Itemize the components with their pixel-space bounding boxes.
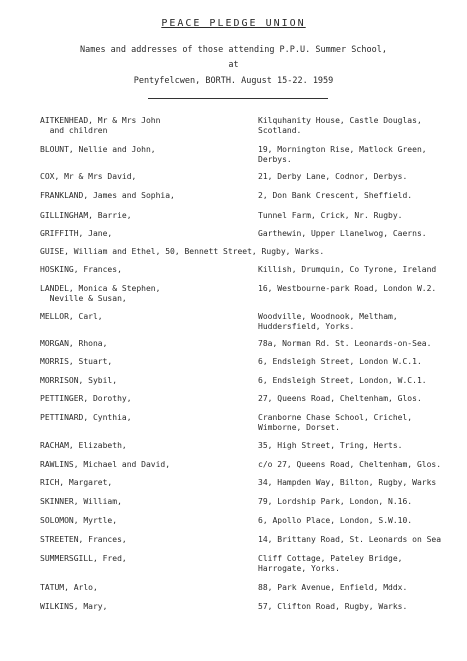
attendee-name: SOLOMON, Myrtle, <box>40 516 118 525</box>
attendee-name: GRIFFITH, Jane, <box>40 229 113 238</box>
attendee-address: 57, Clifton Road, Rugby, Warks. <box>258 602 408 611</box>
attendee-address: 14, Brittany Road, St. Leonards on Sea <box>258 535 442 544</box>
attendee-name: MELLOR, Carl, <box>40 312 103 321</box>
attendee-address: Cliff Cottage, Pateley Bridge, Harrogate, Yorks. <box>258 554 403 573</box>
attendee-name: GILLINGHAM, Barrie, <box>40 211 132 220</box>
attendee-address: Garthewin, Upper Llanelwog, Caerns. <box>258 229 427 238</box>
attendee-name: AITKENHEAD, Mr & Mrs John and children <box>40 116 161 135</box>
attendee-address: 21, Derby Lane, Codnor, Derbys. <box>258 172 408 181</box>
attendee-name: MORRISON, Sybil, <box>40 376 118 385</box>
attendee-name: COX, Mr & Mrs David, <box>40 172 137 181</box>
attendee-address: 6, Apollo Place, London, S.W.10. <box>258 516 413 525</box>
attendee-name: HOSKING, Frances, <box>40 265 122 274</box>
attendee-address: 6, Endsleigh Street, London, W.C.1. <box>258 376 427 385</box>
document-subtitle: Names and addresses of those attending P.P.U. Summer School, <box>79 45 388 55</box>
attendee-address: 19, Mornington Rise, Matlock Green, Derbys. <box>258 145 427 164</box>
attendee-name: WILKINS, Mary, <box>40 602 108 611</box>
attendee-address: c/o 27, Queens Road, Cheltenham, Glos. <box>258 460 442 469</box>
attendee-address: Kilquhanity House, Castle Douglas, Scotland. <box>258 116 422 135</box>
attendee-name: BLOUNT, Nellie and John, <box>40 145 156 154</box>
location-date-line: Pentyfelcwen, BORTH. August 15-22. 1959 <box>133 76 334 86</box>
attendee-name: RACHAM, Elizabeth, <box>40 441 127 450</box>
attendee-name: RAWLINS, Michael and David, <box>40 460 171 469</box>
divider-rule <box>148 98 328 99</box>
attendee-name: PETTINGER, Dorothy, <box>40 394 132 403</box>
attendee-name: TATUM, Arlo, <box>40 583 98 592</box>
document-title: PEACE PLEDGE UNION <box>161 18 306 29</box>
attendee-name: STREETEN, Frances, <box>40 535 127 544</box>
attendee-address: Killish, Drumquin, Co Tyrone, Ireland <box>258 265 437 274</box>
attendee-name: MORGAN, Rhona, <box>40 339 108 348</box>
attendee-address: Tunnel Farm, Crick, Nr. Rugby. <box>258 211 403 220</box>
attendee-name: RICH, Margaret, <box>40 478 113 487</box>
attendee-name: GUISE, William and Ethel, 50, Bennett Street, Rugby, Warks. <box>40 247 325 256</box>
attendee-name: PETTINARD, Cynthia, <box>40 413 132 422</box>
attendee-name: LANDEL, Monica & Stephen, Neville & Susan, <box>40 284 161 303</box>
attendee-address: 34, Hampden Way, Bilton, Rugby, Warks <box>258 478 437 487</box>
attendee-address: 79, Lordship Park, London, N.16. <box>258 497 413 506</box>
attendee-name: SUMMERSGILL, Fred, <box>40 554 127 563</box>
attendee-address: Woodville, Woodnook, Meltham, Huddersfield, Yorks. <box>258 312 398 331</box>
attendee-address: 16, Westbourne-park Road, London W.2. <box>258 284 437 293</box>
attendee-name: FRANKLAND, James and Sophia, <box>40 191 175 200</box>
attendee-address: 35, High Street, Tring, Herts. <box>258 441 403 450</box>
attendee-address: 6, Endsleigh Street, London W.C.1. <box>258 357 422 366</box>
attendee-address: 27, Queens Road, Cheltenham, Glos. <box>258 394 422 403</box>
attendee-address: 88, Park Avenue, Enfield, Mddx. <box>258 583 408 592</box>
attendee-name: MORRIS, Stuart, <box>40 357 113 366</box>
attendee-address: 2, Don Bank Crescent, Sheffield. <box>258 191 413 200</box>
attendee-address: Cranborne Chase School, Crichel, Wimborne, Dorset. <box>258 413 413 432</box>
attendee-address: 78a, Norman Rd. St. Leonards-on-Sea. <box>258 339 432 348</box>
at-line: at <box>228 60 239 70</box>
attendee-name: SKINNER, William, <box>40 497 122 506</box>
